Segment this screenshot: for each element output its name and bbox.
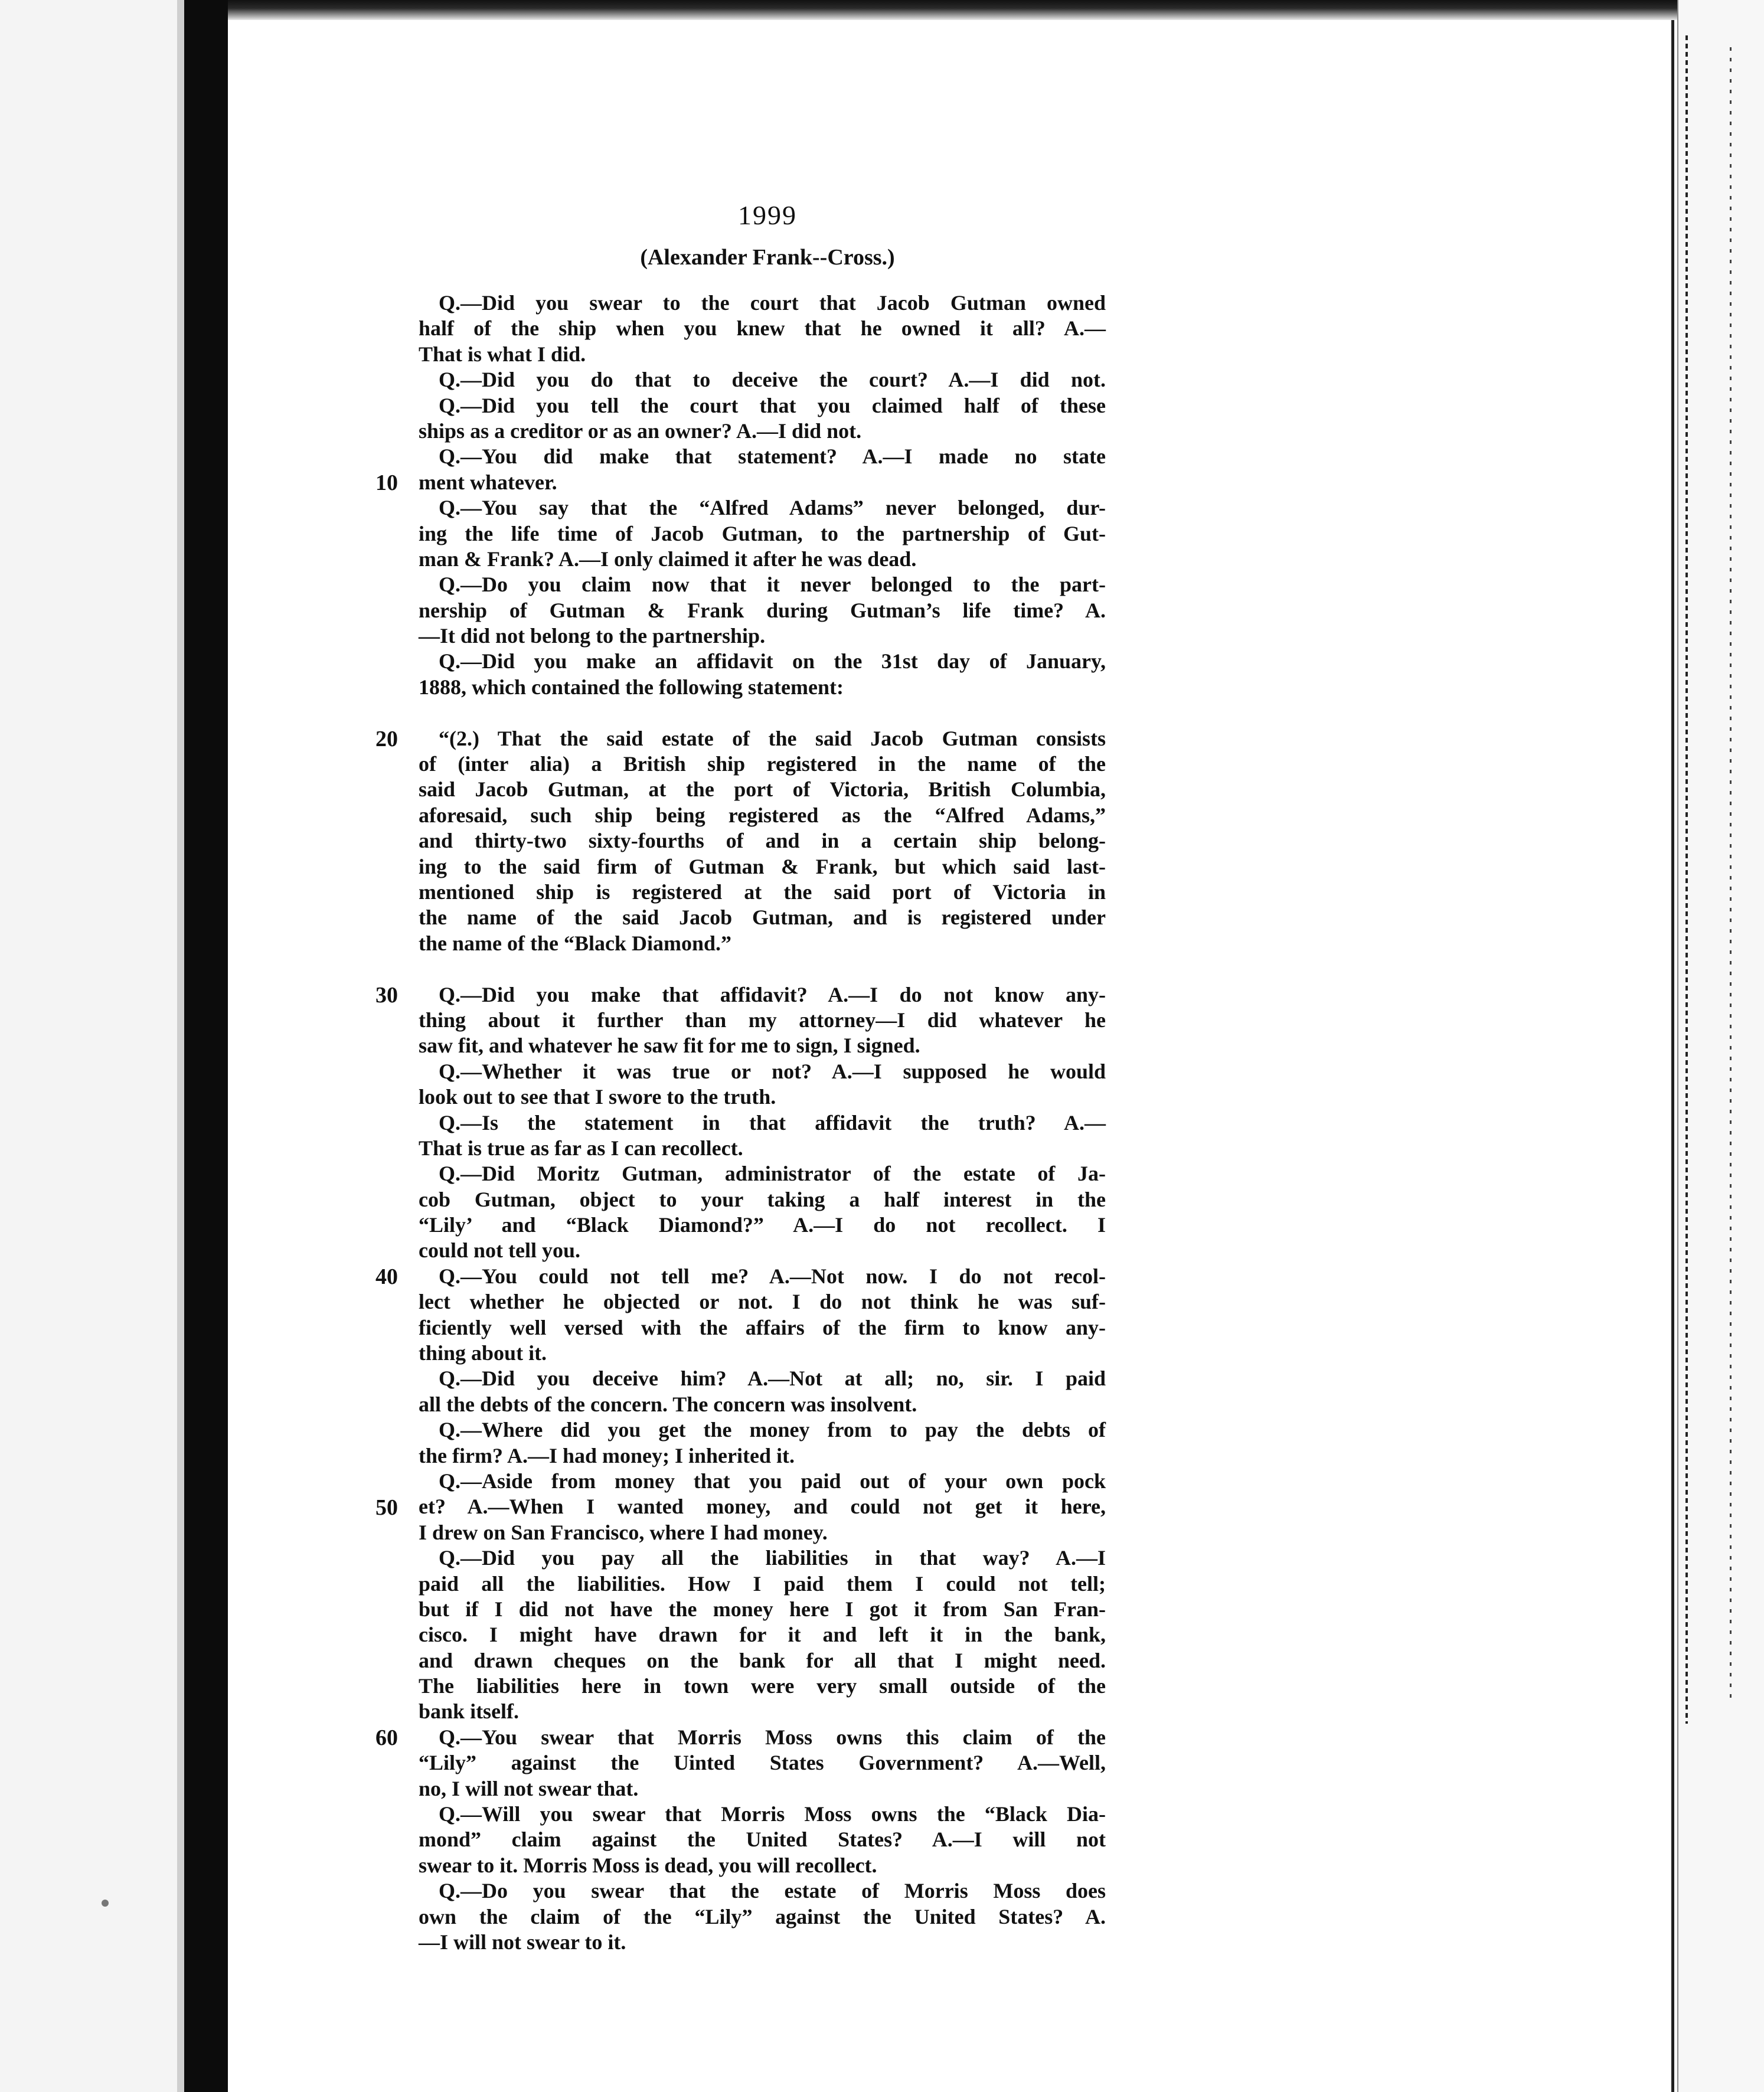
text-line: nership of Gutman & Frank during Gutman’s life time? A.: [419, 598, 1106, 622]
book-binding-gutter: [184, 0, 228, 2092]
text-line: look out to see that I swore to the truth.: [419, 1085, 776, 1109]
text-line: cob Gutman, object to your taking a half interest in the: [419, 1187, 1106, 1211]
text-line: paid all the liabilities. How I paid them I could not tell;: [419, 1571, 1106, 1596]
text-line: “Lily’ and “Black Diamond?” A.—I do not recollect. I: [419, 1213, 1106, 1237]
text-line: saw fit, and whatever he saw fit for me to sign, I signed.: [419, 1034, 920, 1058]
text-line: and thirty-two sixty-fourths of and in a certain ship belong-: [419, 829, 1106, 853]
text-line: Q.—Is the statement in that affidavit the truth? A.—: [439, 1110, 1106, 1135]
text-line: half of the ship when you knew that he owned it all? A.—: [419, 316, 1106, 341]
margin-line-number: 10: [375, 470, 398, 495]
text-line: Q.—Whether it was true or not? A.—I supposed he would: [439, 1059, 1106, 1083]
text-line: the firm? A.—I had money; I inherited it.: [419, 1443, 795, 1467]
text-line: mond” claim against the United States? A.—I will not: [419, 1828, 1106, 1852]
right-page-strip: [1677, 0, 1764, 2092]
text-line: That is true as far as I can recollect.: [419, 1136, 743, 1160]
text-line: —I will not swear to it.: [419, 1930, 626, 1954]
facing-page: [0, 0, 177, 2092]
text-line: all the debts of the concern. The concern was insolvent.: [419, 1392, 917, 1416]
text-line: man & Frank? A.—I only claimed it after he was dead.: [419, 547, 917, 571]
text-line: aforesaid, such ship being registered as the “Alfred Adams,”: [419, 803, 1106, 827]
margin-line-number: 30: [375, 982, 398, 1008]
text-line: The liabilities here in town were very small outside of the: [419, 1674, 1106, 1698]
text-line: Q.—Aside from money that you paid out of your own pock: [439, 1469, 1106, 1493]
text-line: could not tell you.: [419, 1238, 581, 1263]
text-line: ing the life time of Jacob Gutman, to the partnership of Gut-: [419, 521, 1106, 545]
text-line: Q.—Will you swear that Morris Moss owns the “Black Dia-: [439, 1802, 1106, 1826]
text-line: Q.—Did you pay all the liabilities in that way? A.—I: [439, 1546, 1106, 1570]
text-line: Q.—Did you do that to deceive the court? A.—I did not.: [439, 368, 1106, 392]
transcript-body: [419, 290, 1106, 1955]
facing-page-edge: [177, 0, 184, 2092]
text-line: Q.—Did you swear to the court that Jacob Gutman owned: [439, 291, 1106, 315]
text-line: bank itself.: [419, 1699, 520, 1724]
text-line: mentioned ship is registered at the said port of Victoria in: [419, 880, 1106, 904]
text-line: Q.—Did you make an affidavit on the 31st day of January,: [439, 649, 1106, 674]
text-line: “Lily” against the Uinted States Government? A.—Well,: [419, 1751, 1106, 1775]
right-strip-mark-2: [1730, 47, 1732, 1700]
text-line: “(2.) That the said estate of the said Jacob Gutman consists: [439, 726, 1106, 750]
text-line: own the claim of the “Lily” against the United States? A.: [419, 1904, 1106, 1928]
margin-line-number: 60: [375, 1725, 398, 1751]
text-line: Q.—Where did you get the money from to pay the debts of: [439, 1418, 1106, 1442]
text-line: no, I will not swear that.: [419, 1776, 639, 1800]
page-number: 1999: [738, 200, 797, 230]
text-line: ment whatever.: [419, 470, 557, 494]
text-line: et? A.—When I wanted money, and could not get it here,: [419, 1495, 1106, 1519]
scan-speck: [102, 1900, 109, 1907]
text-line: Q.—Did Moritz Gutman, administrator of the estate of Ja-: [439, 1162, 1106, 1186]
text-line: I drew on San Francisco, where I had money.: [419, 1520, 828, 1544]
margin-line-number: 40: [375, 1264, 398, 1290]
margin-line-number: 20: [375, 726, 398, 751]
margin-line-number: 50: [375, 1495, 398, 1520]
text-line: and drawn cheques on the bank for all that I might need.: [419, 1648, 1106, 1672]
text-line: lect whether he objected or not. I do not think he was suf-: [419, 1290, 1106, 1314]
text-line: [419, 956, 1106, 982]
text-line: [419, 700, 1106, 725]
right-strip-mark: [1685, 35, 1688, 1724]
text-line: Q.—You say that the “Alfred Adams” never belonged, dur-: [439, 496, 1106, 520]
text-line: Q.—Do you claim now that it never belonged to the part-: [439, 573, 1106, 597]
running-head: (Alexander Frank--Cross.): [640, 245, 895, 270]
text-line: Q.—You swear that Morris Moss owns this claim of the: [439, 1725, 1106, 1749]
text-line: thing about it further than my attorney—I did whatever he: [419, 1008, 1106, 1032]
text-line: swear to it. Morris Moss is dead, you will recollect.: [419, 1853, 877, 1877]
text-line: thing about it.: [419, 1341, 547, 1365]
text-line: Q.—You did make that statement? A.—I made no state: [439, 444, 1106, 469]
text-line: ships as a creditor or as an owner? A.—I did not.: [419, 419, 862, 443]
text-line: the name of the said Jacob Gutman, and is registered under: [419, 906, 1106, 930]
text-line: Q.—Did you tell the court that you claimed half of these: [439, 393, 1106, 417]
text-line: Q.—You could not tell me? A.—Not now. I do not recol-: [439, 1264, 1106, 1288]
text-line: 1888, which contained the following statement:: [419, 675, 844, 699]
text-line: Q.—Do you swear that the estate of Morris Moss does: [439, 1879, 1106, 1903]
text-line: ing to the said firm of Gutman & Frank, but which said last-: [419, 854, 1106, 878]
text-line: —It did not belong to the partnership.: [419, 624, 766, 648]
text-line: cisco. I might have drawn for it and left it in the bank,: [419, 1623, 1106, 1647]
text-line: said Jacob Gutman, at the port of Victoria, British Columbia,: [419, 777, 1106, 802]
text-line: Q.—Did you make that affidavit? A.—I do not know any-: [439, 982, 1106, 1006]
text-line: the name of the “Black Diamond.”: [419, 931, 731, 955]
text-line: of (inter alia) a British ship registered in the name of the: [419, 752, 1106, 776]
text-line: ficiently well versed with the affairs of the firm to know any-: [419, 1315, 1106, 1339]
text-line: That is what I did.: [419, 342, 586, 366]
top-scan-shadow: [228, 0, 1680, 20]
text-line: but if I did not have the money here I got it from San Fran-: [419, 1597, 1106, 1621]
text-line: Q.—Did you deceive him? A.—Not at all; no, sir. I paid: [439, 1367, 1106, 1391]
